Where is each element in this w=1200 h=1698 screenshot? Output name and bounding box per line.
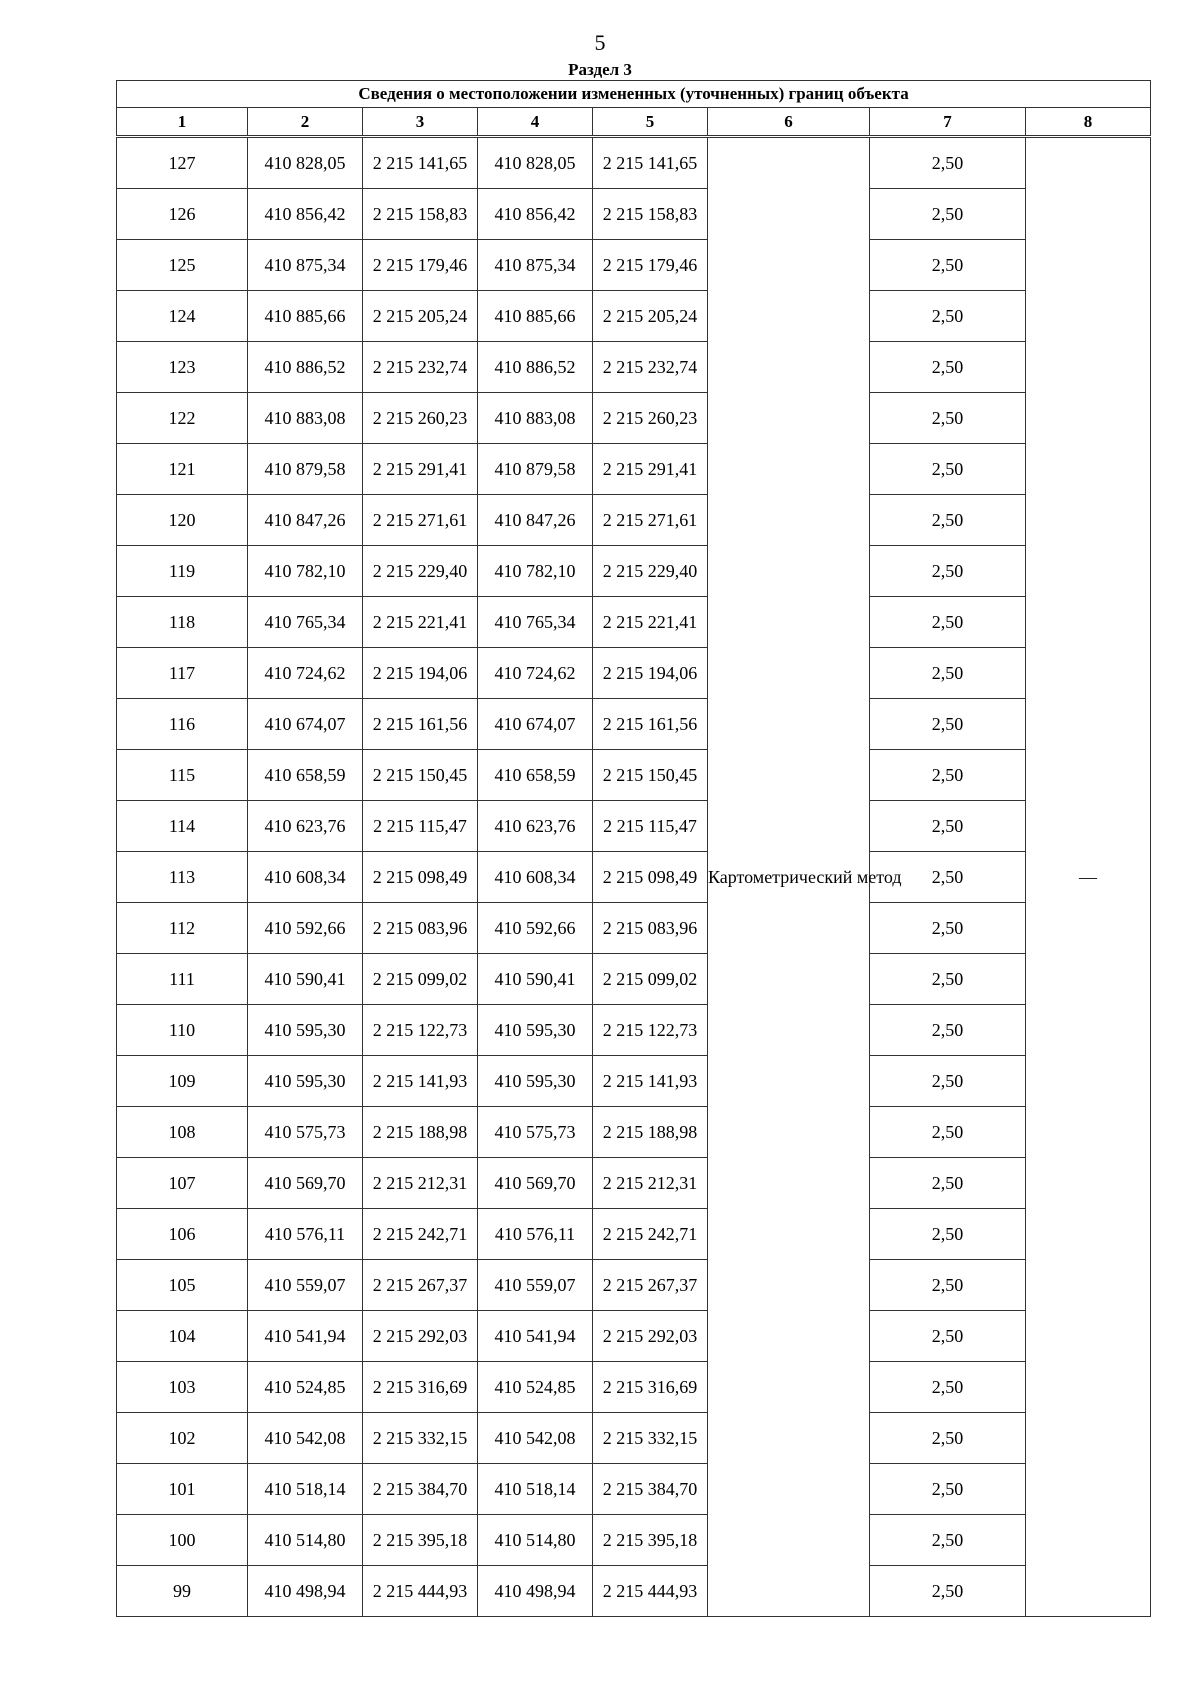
column-number: 8 <box>1026 108 1151 137</box>
accuracy-cell: 2,50 <box>870 393 1026 444</box>
column-number-row <box>117 108 1151 137</box>
accuracy-cell: 2,50 <box>870 597 1026 648</box>
old-x-cell: 410 724,62 <box>248 648 363 699</box>
new-x-cell: 410 658,59 <box>478 750 593 801</box>
table-body <box>117 137 1151 1617</box>
new-x-cell: 410 765,34 <box>478 597 593 648</box>
new-x-cell: 410 856,42 <box>478 189 593 240</box>
page-number: 5 <box>594 30 606 55</box>
old-y-cell: 2 215 384,70 <box>363 1464 478 1515</box>
column-number: 7 <box>870 108 1026 137</box>
old-x-cell: 410 514,80 <box>248 1515 363 1566</box>
new-x-cell: 410 569,70 <box>478 1158 593 1209</box>
column-number: 1 <box>117 108 248 137</box>
new-y-cell: 2 215 316,69 <box>593 1362 708 1413</box>
point-number-cell: 120 <box>117 495 248 546</box>
new-y-cell: 2 215 099,02 <box>593 954 708 1005</box>
accuracy-cell: 2,50 <box>870 954 1026 1005</box>
new-x-cell: 410 498,94 <box>478 1566 593 1617</box>
new-y-cell: 2 215 292,03 <box>593 1311 708 1362</box>
old-y-cell: 2 215 260,23 <box>363 393 478 444</box>
old-y-cell: 2 215 291,41 <box>363 444 478 495</box>
table-row <box>117 444 1151 495</box>
old-y-cell: 2 215 158,83 <box>363 189 478 240</box>
new-x-cell: 410 541,94 <box>478 1311 593 1362</box>
new-y-cell: 2 215 332,15 <box>593 1413 708 1464</box>
note-cell: — <box>1026 137 1151 1617</box>
new-x-cell: 410 847,26 <box>478 495 593 546</box>
new-y-cell: 2 215 229,40 <box>593 546 708 597</box>
point-number-cell: 123 <box>117 342 248 393</box>
column-number: 3 <box>363 108 478 137</box>
old-y-cell: 2 215 271,61 <box>363 495 478 546</box>
old-y-cell: 2 215 141,65 <box>363 137 478 189</box>
point-number-cell: 117 <box>117 648 248 699</box>
new-x-cell: 410 782,10 <box>478 546 593 597</box>
point-number-cell: 99 <box>117 1566 248 1617</box>
new-x-cell: 410 828,05 <box>478 137 593 189</box>
old-x-cell: 410 883,08 <box>248 393 363 444</box>
table-row <box>117 342 1151 393</box>
new-x-cell: 410 524,85 <box>478 1362 593 1413</box>
accuracy-cell: 2,50 <box>870 1515 1026 1566</box>
old-x-cell: 410 875,34 <box>248 240 363 291</box>
table-row <box>117 903 1151 954</box>
point-number-cell: 112 <box>117 903 248 954</box>
accuracy-cell: 2,50 <box>870 1209 1026 1260</box>
new-y-cell: 2 215 444,93 <box>593 1566 708 1617</box>
point-number-cell: 111 <box>117 954 248 1005</box>
new-x-cell: 410 885,66 <box>478 291 593 342</box>
table-row <box>117 1107 1151 1158</box>
accuracy-cell: 2,50 <box>870 546 1026 597</box>
new-x-cell: 410 674,07 <box>478 699 593 750</box>
new-x-cell: 410 879,58 <box>478 444 593 495</box>
old-x-cell: 410 541,94 <box>248 1311 363 1362</box>
old-x-cell: 410 674,07 <box>248 699 363 750</box>
accuracy-cell: 2,50 <box>870 1260 1026 1311</box>
table-row <box>117 291 1151 342</box>
table-row <box>117 137 1151 189</box>
table-row <box>117 1566 1151 1617</box>
accuracy-cell: 2,50 <box>870 444 1026 495</box>
new-x-cell: 410 886,52 <box>478 342 593 393</box>
new-y-cell: 2 215 271,61 <box>593 495 708 546</box>
point-number-cell: 122 <box>117 393 248 444</box>
point-number-cell: 106 <box>117 1209 248 1260</box>
old-x-cell: 410 559,07 <box>248 1260 363 1311</box>
accuracy-cell: 2,50 <box>870 801 1026 852</box>
accuracy-cell: 2,50 <box>870 1464 1026 1515</box>
table-row <box>117 648 1151 699</box>
old-y-cell: 2 215 122,73 <box>363 1005 478 1056</box>
point-number-cell: 125 <box>117 240 248 291</box>
old-y-cell: 2 215 332,15 <box>363 1413 478 1464</box>
table-row <box>117 1158 1151 1209</box>
accuracy-cell: 2,50 <box>870 1056 1026 1107</box>
point-number-cell: 101 <box>117 1464 248 1515</box>
new-x-cell: 410 518,14 <box>478 1464 593 1515</box>
new-x-cell: 410 514,80 <box>478 1515 593 1566</box>
new-y-cell: 2 215 158,83 <box>593 189 708 240</box>
accuracy-cell: 2,50 <box>870 1107 1026 1158</box>
table-row <box>117 750 1151 801</box>
old-y-cell: 2 215 194,06 <box>363 648 478 699</box>
point-number-cell: 127 <box>117 137 248 189</box>
old-x-cell: 410 569,70 <box>248 1158 363 1209</box>
table-row <box>117 189 1151 240</box>
table-row <box>117 1464 1151 1515</box>
old-x-cell: 410 595,30 <box>248 1005 363 1056</box>
new-y-cell: 2 215 179,46 <box>593 240 708 291</box>
table-row <box>117 546 1151 597</box>
point-number-cell: 124 <box>117 291 248 342</box>
new-y-cell: 2 215 232,74 <box>593 342 708 393</box>
table-row <box>117 597 1151 648</box>
old-x-cell: 410 575,73 <box>248 1107 363 1158</box>
table-row <box>117 852 1151 903</box>
table-row <box>117 393 1151 444</box>
table-row <box>117 1260 1151 1311</box>
accuracy-cell: 2,50 <box>870 1413 1026 1464</box>
accuracy-cell: 2,50 <box>870 189 1026 240</box>
old-x-cell: 410 658,59 <box>248 750 363 801</box>
new-y-cell: 2 215 242,71 <box>593 1209 708 1260</box>
old-y-cell: 2 215 232,74 <box>363 342 478 393</box>
point-number-cell: 113 <box>117 852 248 903</box>
table-row <box>117 1413 1151 1464</box>
accuracy-cell: 2,50 <box>870 1311 1026 1362</box>
new-y-cell: 2 215 260,23 <box>593 393 708 444</box>
old-y-cell: 2 215 141,93 <box>363 1056 478 1107</box>
point-number-cell: 114 <box>117 801 248 852</box>
table-row <box>117 1209 1151 1260</box>
old-x-cell: 410 576,11 <box>248 1209 363 1260</box>
new-y-cell: 2 215 161,56 <box>593 699 708 750</box>
old-y-cell: 2 215 099,02 <box>363 954 478 1005</box>
old-x-cell: 410 885,66 <box>248 291 363 342</box>
new-x-cell: 410 559,07 <box>478 1260 593 1311</box>
point-number-cell: 126 <box>117 189 248 240</box>
accuracy-cell: 2,50 <box>870 1566 1026 1617</box>
old-x-cell: 410 782,10 <box>248 546 363 597</box>
new-x-cell: 410 595,30 <box>478 1005 593 1056</box>
old-y-cell: 2 215 242,71 <box>363 1209 478 1260</box>
accuracy-cell: 2,50 <box>870 291 1026 342</box>
old-y-cell: 2 215 098,49 <box>363 852 478 903</box>
new-y-cell: 2 215 205,24 <box>593 291 708 342</box>
table-row <box>117 1515 1151 1566</box>
accuracy-cell: 2,50 <box>870 1158 1026 1209</box>
table-row <box>117 1056 1151 1107</box>
point-number-cell: 105 <box>117 1260 248 1311</box>
new-y-cell: 2 215 221,41 <box>593 597 708 648</box>
old-x-cell: 410 524,85 <box>248 1362 363 1413</box>
accuracy-cell: 2,50 <box>870 240 1026 291</box>
old-y-cell: 2 215 161,56 <box>363 699 478 750</box>
section-title: Раздел 3 <box>568 60 632 79</box>
new-y-cell: 2 215 122,73 <box>593 1005 708 1056</box>
old-y-cell: 2 215 221,41 <box>363 597 478 648</box>
table-row <box>117 801 1151 852</box>
column-number: 2 <box>248 108 363 137</box>
accuracy-cell: 2,50 <box>870 495 1026 546</box>
point-number-cell: 100 <box>117 1515 248 1566</box>
old-x-cell: 410 592,66 <box>248 903 363 954</box>
point-number-cell: 104 <box>117 1311 248 1362</box>
old-x-cell: 410 623,76 <box>248 801 363 852</box>
point-number-cell: 108 <box>117 1107 248 1158</box>
accuracy-cell: 2,50 <box>870 648 1026 699</box>
point-number-cell: 118 <box>117 597 248 648</box>
point-number-cell: 121 <box>117 444 248 495</box>
old-y-cell: 2 215 179,46 <box>363 240 478 291</box>
new-y-cell: 2 215 267,37 <box>593 1260 708 1311</box>
new-x-cell: 410 590,41 <box>478 954 593 1005</box>
old-y-cell: 2 215 115,47 <box>363 801 478 852</box>
old-y-cell: 2 215 229,40 <box>363 546 478 597</box>
new-y-cell: 2 215 098,49 <box>593 852 708 903</box>
table-row <box>117 1311 1151 1362</box>
new-x-cell: 410 883,08 <box>478 393 593 444</box>
accuracy-cell: 2,50 <box>870 750 1026 801</box>
table-row <box>117 1362 1151 1413</box>
old-x-cell: 410 498,94 <box>248 1566 363 1617</box>
old-x-cell: 410 886,52 <box>248 342 363 393</box>
point-number-cell: 107 <box>117 1158 248 1209</box>
new-y-cell: 2 215 083,96 <box>593 903 708 954</box>
new-y-cell: 2 215 194,06 <box>593 648 708 699</box>
new-y-cell: 2 215 141,93 <box>593 1056 708 1107</box>
new-y-cell: 2 215 141,65 <box>593 137 708 189</box>
old-y-cell: 2 215 444,93 <box>363 1566 478 1617</box>
old-y-cell: 2 215 267,37 <box>363 1260 478 1311</box>
new-x-cell: 410 592,66 <box>478 903 593 954</box>
old-x-cell: 410 608,34 <box>248 852 363 903</box>
column-number: 4 <box>478 108 593 137</box>
old-y-cell: 2 215 316,69 <box>363 1362 478 1413</box>
accuracy-cell: 2,50 <box>870 852 1026 903</box>
table-caption: Сведения о местоположении измененных (уточненных) границ объекта <box>117 81 1151 108</box>
old-x-cell: 410 590,41 <box>248 954 363 1005</box>
table-row <box>117 954 1151 1005</box>
table-row <box>117 495 1151 546</box>
new-x-cell: 410 875,34 <box>478 240 593 291</box>
new-y-cell: 2 215 395,18 <box>593 1515 708 1566</box>
old-y-cell: 2 215 083,96 <box>363 903 478 954</box>
new-y-cell: 2 215 188,98 <box>593 1107 708 1158</box>
point-number-cell: 110 <box>117 1005 248 1056</box>
table-row <box>117 699 1151 750</box>
new-x-cell: 410 595,30 <box>478 1056 593 1107</box>
accuracy-cell: 2,50 <box>870 903 1026 954</box>
new-y-cell: 2 215 212,31 <box>593 1158 708 1209</box>
point-number-cell: 116 <box>117 699 248 750</box>
new-y-cell: 2 215 384,70 <box>593 1464 708 1515</box>
new-x-cell: 410 724,62 <box>478 648 593 699</box>
column-number: 6 <box>708 108 870 137</box>
accuracy-cell: 2,50 <box>870 342 1026 393</box>
point-number-cell: 115 <box>117 750 248 801</box>
new-x-cell: 410 542,08 <box>478 1413 593 1464</box>
old-y-cell: 2 215 150,45 <box>363 750 478 801</box>
old-x-cell: 410 542,08 <box>248 1413 363 1464</box>
accuracy-cell: 2,50 <box>870 699 1026 750</box>
accuracy-cell: 2,50 <box>870 1005 1026 1056</box>
new-y-cell: 2 215 291,41 <box>593 444 708 495</box>
new-x-cell: 410 608,34 <box>478 852 593 903</box>
old-x-cell: 410 847,26 <box>248 495 363 546</box>
old-y-cell: 2 215 395,18 <box>363 1515 478 1566</box>
old-y-cell: 2 215 188,98 <box>363 1107 478 1158</box>
table-row <box>117 240 1151 291</box>
old-y-cell: 2 215 205,24 <box>363 291 478 342</box>
new-x-cell: 410 575,73 <box>478 1107 593 1158</box>
point-number-cell: 103 <box>117 1362 248 1413</box>
old-x-cell: 410 879,58 <box>248 444 363 495</box>
old-x-cell: 410 856,42 <box>248 189 363 240</box>
new-x-cell: 410 576,11 <box>478 1209 593 1260</box>
old-y-cell: 2 215 212,31 <box>363 1158 478 1209</box>
old-x-cell: 410 518,14 <box>248 1464 363 1515</box>
accuracy-cell: 2,50 <box>870 137 1026 189</box>
point-number-cell: 102 <box>117 1413 248 1464</box>
new-y-cell: 2 215 150,45 <box>593 750 708 801</box>
new-x-cell: 410 623,76 <box>478 801 593 852</box>
old-y-cell: 2 215 292,03 <box>363 1311 478 1362</box>
boundary-coordinates-table <box>116 80 1151 1617</box>
new-y-cell: 2 215 115,47 <box>593 801 708 852</box>
point-number-cell: 119 <box>117 546 248 597</box>
old-x-cell: 410 595,30 <box>248 1056 363 1107</box>
old-x-cell: 410 828,05 <box>248 137 363 189</box>
old-x-cell: 410 765,34 <box>248 597 363 648</box>
column-number: 5 <box>593 108 708 137</box>
table-row <box>117 1005 1151 1056</box>
method-cell: Картометрический метод <box>708 137 870 1617</box>
point-number-cell: 109 <box>117 1056 248 1107</box>
accuracy-cell: 2,50 <box>870 1362 1026 1413</box>
